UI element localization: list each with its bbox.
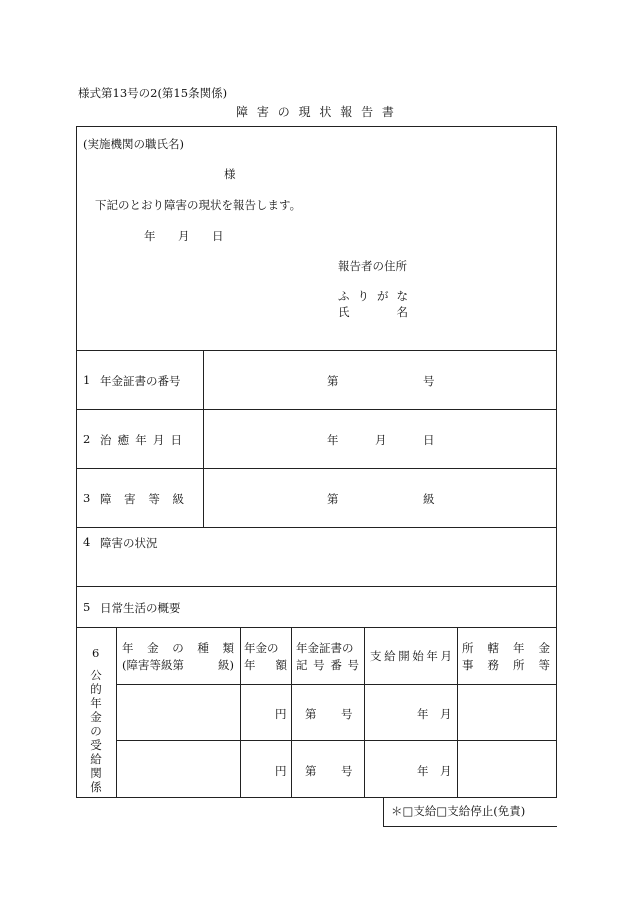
row2-label (100, 432, 182, 448)
pension-col4-header-char-5: 年 (426, 649, 438, 663)
row3-label-char-3: 等 (148, 492, 160, 506)
pension-col1-header-line2 (122, 657, 234, 673)
pension-vertical-label-char-7: 給 (90, 752, 102, 766)
footnote-payment-status: ＊□支給□支給停止(免責) (391, 804, 526, 818)
row4-label: 障害の状況 (100, 536, 158, 550)
pension-col1-header-line1-char-4: 種 (197, 641, 209, 655)
form-number: 様式第13号の2(第15条関係) (78, 86, 228, 100)
pension-col4-header-char-2: 給 (384, 649, 396, 663)
furigana-label-char-3: が (377, 289, 389, 303)
frame-bottom (76, 797, 557, 798)
row3-label-char-2: 害 (124, 492, 136, 506)
pension-vertical-label-char-9: 係 (90, 780, 102, 794)
form-title-char-8: 書 (381, 105, 394, 119)
pension-col5-header-line1-char-2: 轄 (487, 641, 499, 655)
pension-col1-header-line1-char-5: 類 (222, 641, 234, 655)
furigana-label-char-2: り (357, 289, 369, 303)
pension-col5-header-line2-char-2: 務 (487, 658, 499, 672)
pension-vertical-label-char-2: 的 (90, 682, 102, 696)
pension-col3-header-line2-char-4: 号 (347, 658, 359, 672)
divider-row2 (76, 468, 557, 469)
divider-addressee (76, 350, 557, 351)
form-title-char-4: 現 (298, 105, 311, 119)
frame-right (556, 126, 557, 797)
form-title (236, 103, 394, 120)
pension-col3-header-line1: 年金証書の (296, 641, 354, 655)
row2-label-char-5: 日 (170, 433, 182, 447)
pension-col3-header-line2-char-2: 号 (313, 658, 325, 672)
row3-prefix: 第 (327, 492, 339, 506)
entry2-month: 月 (440, 764, 452, 778)
divider-row4 (76, 586, 557, 587)
pension-col1-header-line1-char-3: の (172, 641, 184, 655)
pension-col2 (291, 627, 292, 797)
pension-vertical-label (89, 668, 103, 794)
form-title-char-2: 害 (256, 105, 269, 119)
pension-col4-header-char-3: 開 (398, 649, 410, 663)
pension-col4-header-char-4: 始 (412, 649, 424, 663)
pension-col1 (240, 627, 241, 797)
row2-label-char-2: 癒 (117, 433, 130, 447)
name-label-char-1: 氏 (338, 305, 350, 319)
pension-vertical-label-char-3: 年 (90, 696, 102, 710)
reporter-address-label: 報告者の住所 (338, 259, 407, 273)
row2-label-char-3: 年 (135, 433, 147, 447)
entry1-dai: 第 (305, 707, 317, 721)
pension-col2-header-line2-char-1: 年 (244, 658, 256, 672)
row2-number: 2 (83, 432, 91, 446)
pension-col5-header-line2-char-3: 所 (513, 658, 525, 672)
date-year: 年 (144, 229, 156, 243)
divider-rows-label (203, 350, 204, 527)
pension-col3-header-line2-char-1: 記 (296, 658, 308, 672)
pension-col2-header-line1: 年金の (244, 641, 279, 655)
pension-col2-header-line2-char-2: 額 (275, 658, 287, 672)
pension-vertical-label-char-5: の (90, 724, 102, 738)
row1-label: 年金証書の番号 (100, 374, 181, 388)
row1-prefix: 第 (327, 374, 339, 388)
form-title-char-5: 状 (319, 105, 332, 119)
footnote-box-left (383, 797, 384, 827)
pension-col1-grade-open: (障害等級第 (122, 658, 184, 672)
pension-number: 6 (92, 646, 100, 660)
form-title-char-3: の (277, 105, 290, 119)
entry1-yen: 円 (275, 707, 287, 721)
row1-number: 1 (83, 373, 91, 387)
row2-label-char-1: 治 (100, 433, 112, 447)
entry2-dai: 第 (305, 764, 317, 778)
pension-col1-header-line1-char-1: 年 (122, 641, 134, 655)
pension-col3-header-line2 (296, 657, 359, 673)
pension-col1-header-line1-char-2: 金 (147, 641, 159, 655)
row3-label-char-1: 障 (100, 492, 112, 506)
frame-left (76, 126, 77, 797)
entry1-month: 月 (440, 707, 452, 721)
entry2-yen: 円 (275, 764, 287, 778)
entry2-year: 年 (417, 764, 429, 778)
pension-col5-header-line1 (462, 640, 550, 656)
furigana-label (338, 288, 408, 304)
row2-month: 月 (375, 433, 387, 447)
row3-label-char-4: 級 (172, 492, 184, 506)
frame-top (76, 126, 557, 127)
footnote-box-bottom (383, 826, 557, 827)
form-title-char-1: 障 (236, 105, 249, 119)
entry2-go: 号 (341, 764, 353, 778)
pension-col2-header-line2 (244, 657, 287, 673)
name-label-char-2: 名 (396, 305, 408, 319)
form-title-char-7: 告 (361, 105, 374, 119)
row3-number: 3 (83, 491, 91, 505)
row2-year: 年 (327, 433, 339, 447)
row2-day: 日 (423, 433, 435, 447)
row3-suffix: 級 (423, 492, 435, 506)
pension-col-label (116, 627, 117, 797)
pension-row1-bottom (116, 740, 557, 741)
pension-col5-header-line2-char-1: 事 (462, 658, 474, 672)
sama-text: 様 (224, 167, 236, 181)
divider-row1 (76, 409, 557, 410)
pension-col3 (364, 627, 365, 797)
row4-number: 4 (83, 535, 91, 549)
form-title-char-6: 報 (340, 105, 353, 119)
entry1-go: 号 (341, 707, 353, 721)
pension-col5-header-line2-char-4: 等 (538, 658, 550, 672)
pension-col3-header-line2-char-3: 番 (330, 658, 342, 672)
row2-label-char-4: 月 (152, 433, 165, 447)
date-month: 月 (178, 229, 190, 243)
pension-col4 (457, 627, 458, 797)
pension-col5-header-line1-char-1: 所 (462, 641, 474, 655)
pension-header-bottom (116, 684, 557, 685)
statement-text: 下記のとおり障害の現状を報告します。 (95, 198, 302, 212)
row1-suffix: 号 (423, 374, 435, 388)
furigana-label-char-1: ふ (338, 289, 350, 303)
divider-row3 (76, 527, 557, 528)
pension-col5-header-line1-char-3: 年 (513, 641, 525, 655)
pension-vertical-label-char-4: 金 (90, 710, 102, 724)
pension-col4-header-char-1: 支 (370, 649, 382, 663)
pension-vertical-label-char-6: 受 (90, 738, 102, 752)
pension-col1-header-line1 (122, 640, 234, 656)
institution-label: (実施機関の職氏名) (83, 137, 184, 151)
divider-row5 (76, 627, 557, 628)
row5-number: 5 (83, 600, 91, 614)
pension-col4-header (370, 648, 452, 664)
pension-col5-header-line1-char-4: 金 (538, 641, 550, 655)
furigana-label-char-4: な (396, 289, 408, 303)
pension-vertical-label-char-8: 関 (90, 766, 102, 780)
pension-col5-header-line2 (462, 657, 550, 673)
row3-label (100, 491, 184, 507)
name-label (338, 304, 408, 320)
pension-col1-grade-close: 級) (218, 658, 234, 672)
pension-vertical-label-char-1: 公 (90, 668, 102, 682)
entry1-year: 年 (417, 707, 429, 721)
pension-col4-header-char-6: 月 (440, 649, 452, 663)
row5-label: 日常生活の概要 (100, 601, 181, 615)
date-day: 日 (212, 229, 224, 243)
